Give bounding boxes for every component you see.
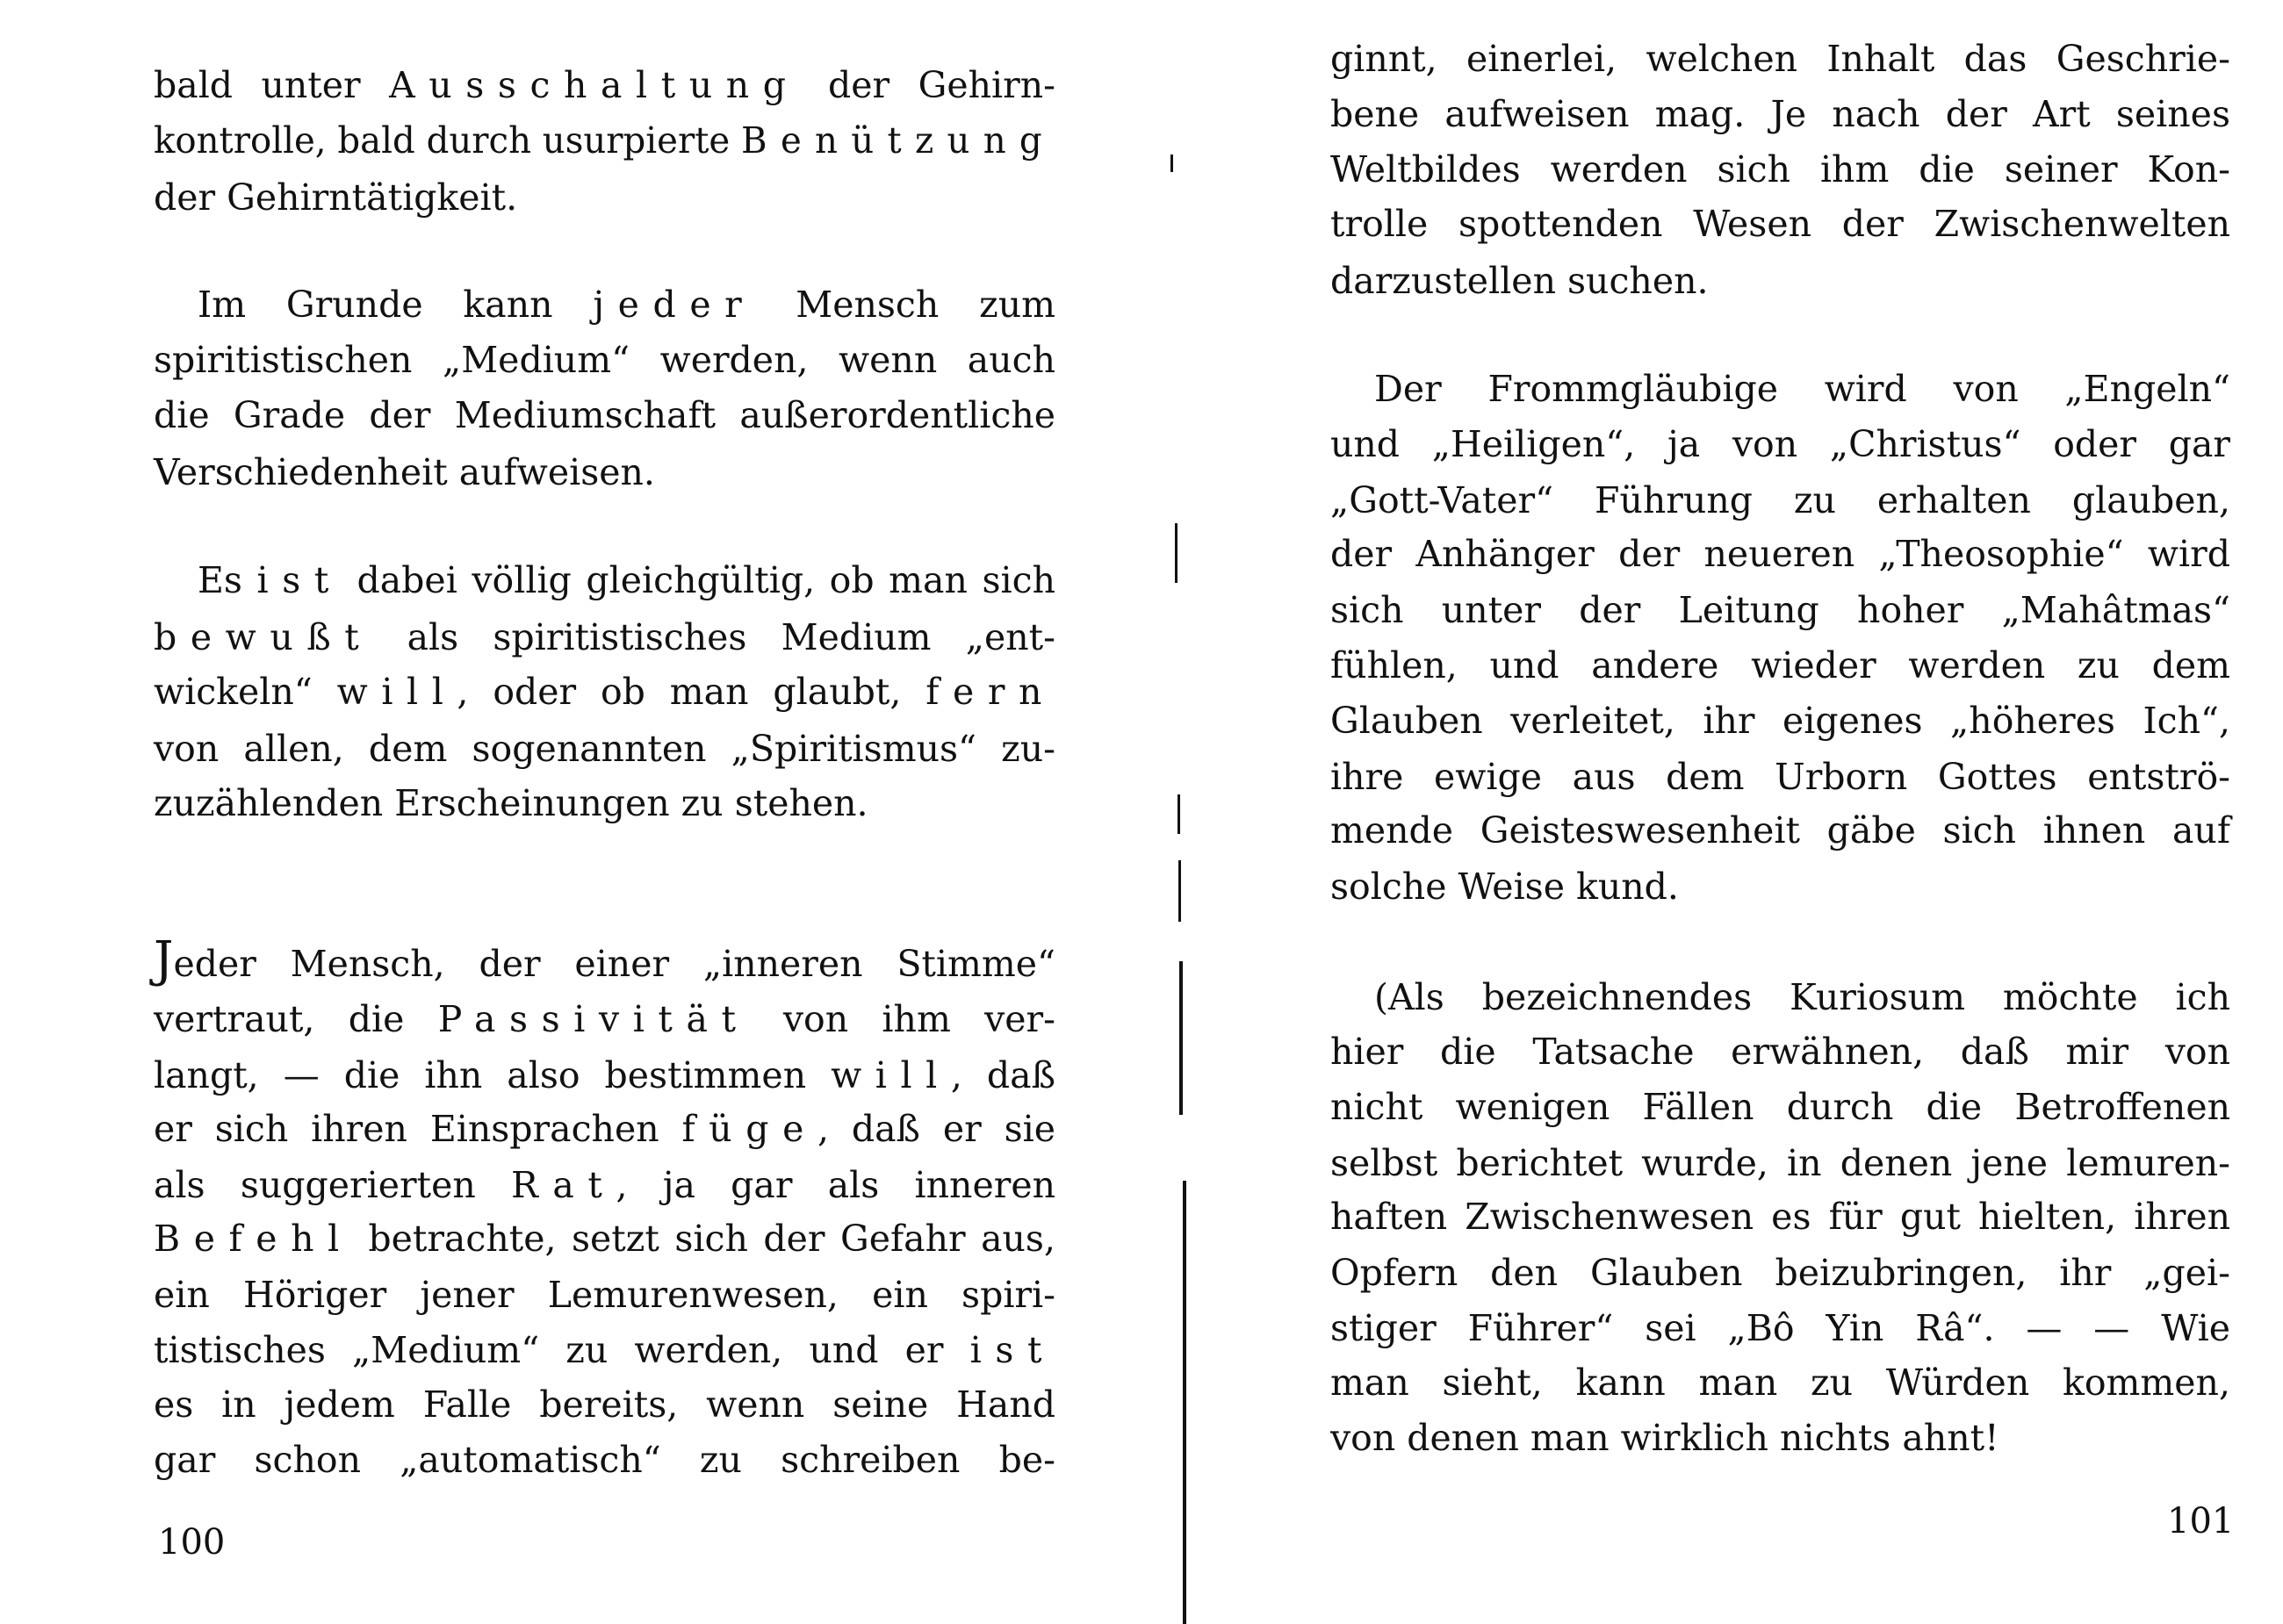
line-text: spiritistischen „Medium“ werden, wenn auch xyxy=(154,339,1055,381)
page-number-right: 101 xyxy=(2167,1501,2235,1541)
text-line xyxy=(1330,1141,2230,1185)
line-text: (Als bezeichnendes Kuriosum möchte ich xyxy=(1374,976,2230,1018)
spaced-emphasis: fern xyxy=(925,671,1055,713)
line-text: der Gehirntätigkeit. xyxy=(154,176,518,219)
line-text: von allen, dem sogenannten „Spiritismus“ zu- xyxy=(154,728,1055,770)
spaced-emphasis: Rat xyxy=(511,1164,616,1206)
text-line xyxy=(1330,202,2230,246)
line-text: sich unter der Leitung hoher „Mahâtmas“ xyxy=(1330,589,2230,631)
spaced-emphasis: ist xyxy=(969,1329,1055,1371)
text-line xyxy=(1330,1416,2230,1460)
line-text: Glauben verleitet, ihr eigenes „höheres Ich“, xyxy=(1330,700,2230,742)
line-text: man sieht, kann man zu Würden kommen, xyxy=(1330,1362,2230,1404)
line-text: bewußt als spiritistisches Medium „ent- xyxy=(154,616,1055,658)
text-line xyxy=(1330,92,2230,136)
line-text: nicht wenigen Fällen durch die Betroffenen xyxy=(1330,1086,2230,1128)
line-text: „Gott-Vater“ Führung zu erhalten glauben, xyxy=(1330,479,2230,521)
text-line xyxy=(1330,147,2230,191)
spaced-emphasis: bewußt xyxy=(154,616,373,658)
spaced-emphasis: Passivität xyxy=(437,998,750,1040)
text-line xyxy=(1330,1195,2230,1239)
line-text: stiger Führer“ sei „Bô Yin Râ“. — — Wie xyxy=(1330,1307,2230,1349)
line-text: ihre ewige aus dem Urborn Gottes entströ- xyxy=(1330,756,2230,798)
text-line xyxy=(1330,259,2230,303)
line-text: selbst berichtet wurde, in denen jene lemuren- xyxy=(1330,1142,2230,1184)
line-text: trolle spottenden Wesen der Zwischenwelten xyxy=(1330,203,2230,245)
text-line xyxy=(1330,643,2230,687)
text-line xyxy=(1330,37,2230,81)
text-line xyxy=(1330,532,2230,576)
text-line xyxy=(1330,1361,2230,1405)
line-text: wickeln“ will, oder ob man glaubt, fern xyxy=(154,671,1055,713)
spaced-emphasis: Befehl xyxy=(154,1218,353,1260)
line-text: mende Geisteswesenheit gäbe sich ihnen auf xyxy=(1330,809,2230,852)
line-text: als suggerierten Rat, ja gar als inneren xyxy=(154,1164,1055,1206)
line-text: gar schon „automatisch“ zu schreiben be- xyxy=(154,1439,1055,1481)
line-text: er sich ihren Einsprachen füge, daß er sie xyxy=(154,1108,1055,1150)
line-text: Der Frommgläubige wird von „Engeln“ xyxy=(1374,368,2230,410)
line-text: von denen man wirklich nichts ahnt! xyxy=(1330,1417,1999,1459)
line-text: haften Zwischenwesen es für gut hielten, ihren xyxy=(1330,1196,2230,1238)
line-text: vertraut, die Passivität von ihm ver- xyxy=(154,998,1056,1040)
line-text: ginnt, einerlei, welchen Inhalt das Geschrie- xyxy=(1330,38,2230,80)
page-number-left: 100 xyxy=(158,1522,226,1563)
line-text: hier die Tatsache erwähnen, daß mir von xyxy=(1330,1031,2230,1073)
spaced-emphasis: füge xyxy=(681,1108,817,1150)
text-line xyxy=(1330,588,2230,632)
text-line xyxy=(1330,1306,2230,1350)
line-text: Weltbildes werden sich ihm die seiner Kon- xyxy=(1330,148,2230,190)
text-line xyxy=(1330,422,2230,466)
text-line xyxy=(1330,1251,2230,1295)
line-text: solche Weise kund. xyxy=(1330,866,1679,908)
line-text: Befehl betrachte, setzt sich der Gefahr aus, xyxy=(154,1218,1055,1260)
line-text: Im Grunde kann jeder Mensch zum xyxy=(198,284,1055,326)
line-text: bald unter Ausschaltung der Gehirn- xyxy=(154,64,1055,106)
line-text: es in jedem Falle bereits, wenn seine Hand xyxy=(154,1383,1055,1426)
line-text: langt, — die ihn also bestimmen will, daß xyxy=(154,1054,1055,1096)
spaced-emphasis: will xyxy=(831,1054,951,1096)
line-text: zuzählenden Erscheinungen zu stehen. xyxy=(154,782,868,824)
text-line xyxy=(1330,1085,2230,1129)
spaced-emphasis: Benützung xyxy=(741,119,1055,162)
text-line xyxy=(1330,865,2230,909)
line-text: darzustellen suchen. xyxy=(1330,260,1709,302)
line-text: tistisches „Medium“ zu werden, und er ist xyxy=(154,1329,1055,1371)
text-line xyxy=(1330,367,2230,411)
line-text: ein Höriger jener Lemurenwesen, ein spiri- xyxy=(154,1274,1055,1316)
line-text: kontrolle, bald durch usurpierte Benützung xyxy=(154,119,1055,162)
text-line xyxy=(1330,1030,2230,1074)
line-text: fühlen, und andere wieder werden zu dem xyxy=(1330,644,2230,686)
spaced-emphasis: ist xyxy=(256,559,342,601)
line-text: bene aufweisen mag. Je nach der Art seines xyxy=(1330,93,2230,135)
line-text: Opfern den Glauben beizubringen, ihr „gei- xyxy=(1330,1252,2230,1294)
line-text: die Grade der Mediumschaft außerordentliche xyxy=(154,394,1055,436)
line-text: Es ist dabei völlig gleichgültig, ob man sich xyxy=(198,559,1055,601)
line-text: Verschiedenheit aufweisen. xyxy=(154,451,655,493)
spaced-emphasis: Ausschaltung xyxy=(389,64,800,106)
line-text: und „Heiligen“, ja von „Christus“ oder gar xyxy=(1330,423,2230,465)
text-line xyxy=(1330,808,2230,852)
text-line xyxy=(1330,699,2230,743)
line-text: der Anhänger der neueren „Theosophie“ wird xyxy=(1330,533,2230,575)
spaced-emphasis: will xyxy=(336,671,457,713)
spaced-emphasis: jeder xyxy=(593,284,756,326)
line-text: Jeder Mensch, der einer „inneren Stimme“ xyxy=(154,931,1055,988)
text-line xyxy=(1330,975,2230,1019)
text-line xyxy=(1330,755,2230,799)
initial-letter: J xyxy=(154,931,174,988)
text-line xyxy=(1330,478,2230,522)
